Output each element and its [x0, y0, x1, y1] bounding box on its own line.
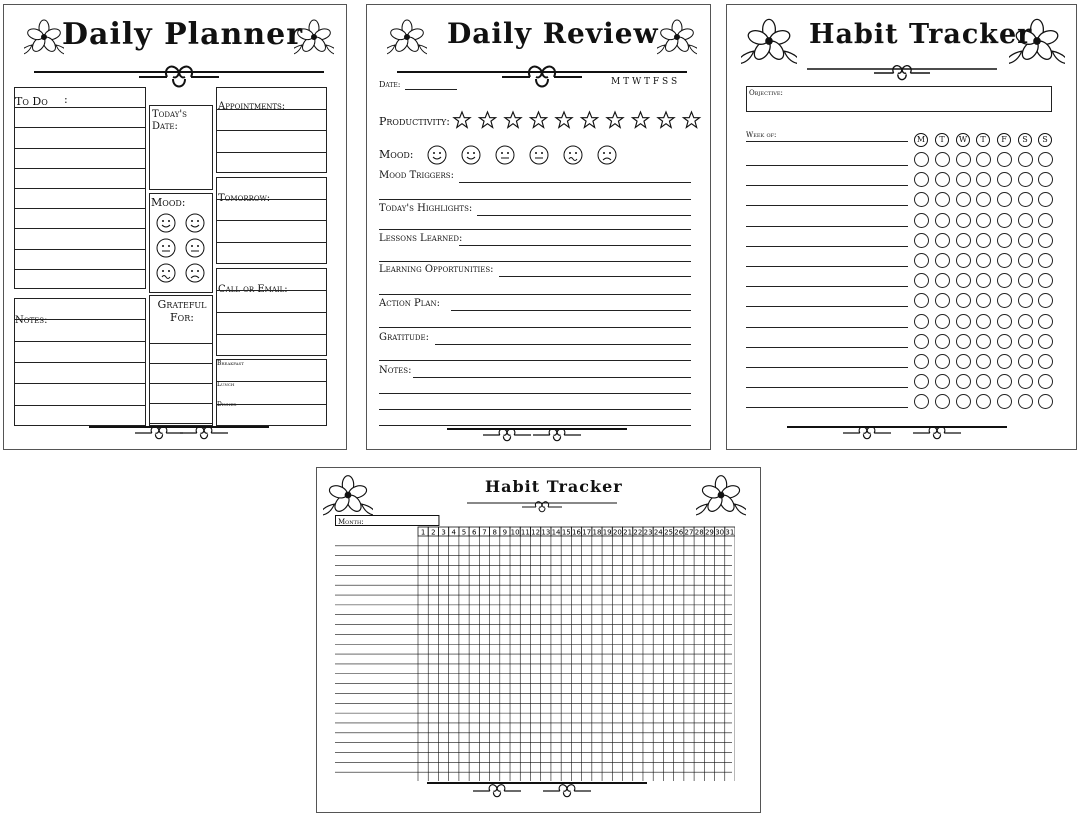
habit-checkbox-circle[interactable] [976, 233, 991, 248]
day-number: 30 [715, 528, 725, 537]
todo-colon: : [64, 93, 68, 106]
habit-checkbox-circle[interactable] [1018, 374, 1033, 389]
gratitude-line [435, 344, 691, 345]
write-line [149, 423, 213, 424]
grateful-label: Grateful For: [157, 298, 207, 324]
day-number: 12 [531, 528, 541, 537]
date-label: Date: [379, 80, 401, 89]
day-number: 16 [572, 528, 581, 537]
day-number: 20 [612, 528, 622, 537]
write-line [14, 148, 146, 149]
write-line [149, 343, 213, 344]
habit-checkbox-circle[interactable] [956, 192, 971, 207]
habit-checkbox-circle[interactable] [1018, 293, 1033, 308]
write-line [14, 269, 146, 270]
day-number: 19 [602, 528, 612, 537]
habit-checkbox-circle[interactable] [956, 233, 971, 248]
flower-icon [741, 13, 797, 69]
action-plan-line [451, 310, 691, 311]
star-icon [632, 112, 648, 128]
habit-checkbox-circle[interactable] [976, 394, 991, 409]
write-line [746, 286, 908, 287]
habit-checkbox-circle[interactable] [1038, 273, 1053, 288]
habit-checkbox-circle[interactable] [914, 354, 929, 369]
star-icon [505, 112, 521, 128]
write-line [216, 220, 327, 221]
habit-checkbox-circle[interactable] [976, 293, 991, 308]
habit-checkbox-circle[interactable] [1038, 233, 1053, 248]
learning-line [499, 276, 691, 277]
habit-checkbox-circle[interactable] [914, 314, 929, 329]
star-icon [530, 112, 546, 128]
weekday-letter: S [1042, 135, 1048, 144]
write-line [216, 381, 327, 382]
habit-checkbox-circle[interactable] [976, 213, 991, 228]
write-line [216, 312, 327, 313]
mood-label: Mood: [379, 148, 414, 161]
write-line [746, 165, 908, 166]
day-number: 10 [510, 528, 520, 537]
write-line [216, 404, 327, 405]
habit-checkbox-circle[interactable] [914, 233, 929, 248]
write-line [149, 383, 213, 384]
write-line [379, 327, 691, 328]
write-line [379, 199, 691, 200]
day-number: 26 [674, 528, 684, 537]
write-line [216, 199, 327, 200]
habit-grid [335, 515, 735, 805]
habit-checkbox-circle[interactable] [976, 192, 991, 207]
habit-checkbox-circle[interactable] [1018, 314, 1033, 329]
write-line [216, 109, 327, 110]
habit-checkbox-circle[interactable] [1038, 293, 1053, 308]
mood-label: Mood: [151, 196, 186, 209]
write-line [216, 242, 327, 243]
write-line [746, 306, 908, 307]
highlights-line [477, 215, 691, 216]
footer-ornament [89, 423, 269, 447]
habit-checkbox-circle[interactable] [914, 192, 929, 207]
habit-checkbox-circle[interactable] [976, 334, 991, 349]
day-number: 28 [694, 528, 704, 537]
day-number: 23 [643, 528, 653, 537]
todo-label: To Do [15, 95, 48, 108]
flower-icon [323, 470, 373, 520]
habit-checkbox-circle[interactable] [997, 374, 1012, 389]
write-line [746, 226, 908, 227]
day-number: 8 [492, 528, 497, 537]
write-line [379, 360, 691, 361]
day-number: 5 [461, 528, 467, 537]
habit-checkbox-circle[interactable] [997, 192, 1012, 207]
objective-box [746, 86, 1052, 112]
flower-icon [24, 17, 64, 57]
write-line [14, 341, 146, 342]
weekday-circle [1018, 133, 1032, 147]
habit-checkbox-circle[interactable] [1038, 253, 1053, 268]
footer-ornament [787, 423, 1007, 447]
habit-checkbox-circle[interactable] [914, 213, 929, 228]
week-of-line [746, 141, 908, 142]
habit-checkbox-circle[interactable] [1038, 192, 1053, 207]
habit-checkbox-circle[interactable] [956, 213, 971, 228]
month-box [336, 516, 439, 526]
habit-checkbox-circle[interactable] [914, 172, 929, 187]
habit-checkbox-circle[interactable] [1018, 273, 1033, 288]
habit-checkbox-circle[interactable] [997, 273, 1012, 288]
date-line [405, 89, 457, 90]
day-number: 18 [592, 528, 602, 537]
write-line [14, 188, 146, 189]
habit-checkbox-circle[interactable] [956, 273, 971, 288]
day-number: 27 [684, 528, 694, 537]
habit-checkbox-circle[interactable] [956, 152, 971, 167]
habit-checkbox-circle[interactable] [935, 152, 950, 167]
flower-icon [657, 17, 697, 57]
habit-checkbox-circle[interactable] [1038, 314, 1053, 329]
weekday-letter: F [1001, 135, 1007, 144]
habit-checkbox-circle[interactable] [935, 172, 950, 187]
habit-checkbox-circle[interactable] [935, 314, 950, 329]
day-number: 2 [431, 528, 436, 537]
habit-checkbox-circle[interactable] [956, 334, 971, 349]
write-line [379, 393, 691, 394]
flower-icon [387, 17, 427, 57]
habit-checkbox-circle[interactable] [1018, 233, 1033, 248]
write-line [746, 387, 908, 388]
write-line [14, 249, 146, 250]
habit-checkbox-circle[interactable] [914, 334, 929, 349]
weekday-circle [935, 133, 949, 147]
day-number: 22 [633, 528, 643, 537]
habit-checkbox-circle[interactable] [997, 394, 1012, 409]
flower-icon [696, 470, 746, 520]
write-line [14, 362, 146, 363]
habit-checkbox-circle[interactable] [997, 172, 1012, 187]
habit-checkbox-circle[interactable] [976, 152, 991, 167]
weekday-circle [956, 133, 970, 147]
day-number: 29 [704, 528, 714, 537]
mood-faces-row [425, 143, 625, 167]
page-title: Daily Review [447, 17, 659, 50]
habit-checkbox-circle[interactable] [914, 394, 929, 409]
productivity-label: Productivity: [379, 115, 451, 128]
habit-tracker-monthly-sheet [316, 467, 761, 813]
star-icon [479, 112, 495, 128]
day-number: 13 [541, 528, 551, 537]
habit-checkbox-circle[interactable] [935, 273, 950, 288]
meals-box [216, 359, 327, 426]
lunch-label: Lunch [217, 381, 235, 388]
day-number: 31 [725, 528, 735, 537]
habit-checkbox-circle[interactable] [1018, 253, 1033, 268]
highlights-label: Today's Highlights: [379, 203, 473, 214]
write-line [379, 261, 691, 262]
star-icon [581, 112, 597, 128]
write-line [216, 130, 327, 131]
write-line [14, 228, 146, 229]
habit-checkbox-circle[interactable] [997, 314, 1012, 329]
habit-checkbox-circle[interactable] [997, 152, 1012, 167]
write-line [746, 246, 908, 247]
write-line [746, 185, 908, 186]
habit-checkbox-circle[interactable] [935, 192, 950, 207]
write-line [14, 107, 146, 108]
notes-label: Notes: [379, 365, 412, 376]
gratitude-label: Gratitude: [379, 332, 430, 343]
habit-checkbox-circle[interactable] [956, 293, 971, 308]
write-line [746, 327, 908, 328]
footer-ornament [447, 425, 627, 449]
habit-checkbox-circle[interactable] [1018, 394, 1033, 409]
habit-checkbox-circle[interactable] [935, 293, 950, 308]
day-number: 7 [482, 528, 487, 537]
page-title: Daily Planner [62, 17, 304, 52]
weekday-letter: S [1022, 135, 1028, 144]
footer-ornament [427, 779, 647, 807]
productivity-stars [452, 109, 702, 131]
weekday-letters: M T W T F S S [611, 77, 678, 87]
habit-checkbox-circle[interactable] [997, 253, 1012, 268]
habit-checkbox-circle[interactable] [976, 354, 991, 369]
call-email-label: Call or Email: [218, 284, 288, 295]
day-number: 6 [472, 528, 477, 537]
star-icon [607, 112, 623, 128]
habit-checkbox-circle[interactable] [976, 273, 991, 288]
write-line [14, 383, 146, 384]
habit-tracker-weekly-sheet [726, 4, 1077, 450]
day-number: 15 [561, 528, 571, 537]
habit-checkbox-circle[interactable] [1018, 152, 1033, 167]
habit-checkbox-circle[interactable] [1018, 334, 1033, 349]
habit-checkbox-circle[interactable] [935, 213, 950, 228]
objective-label: Objective: [749, 89, 783, 97]
habit-checkbox-circle[interactable] [976, 172, 991, 187]
notes-line [413, 377, 691, 378]
weekday-circle [1038, 133, 1052, 147]
habit-checkbox-circle[interactable] [1038, 334, 1053, 349]
habit-checkbox-circle[interactable] [956, 374, 971, 389]
habit-grid-svg [335, 515, 735, 781]
write-line [379, 294, 691, 295]
habit-checkbox-circle[interactable] [935, 334, 950, 349]
habit-checkbox-circle[interactable] [935, 253, 950, 268]
habit-checkbox-circle[interactable] [956, 394, 971, 409]
day-number: 3 [441, 528, 446, 537]
habit-checkbox-circle[interactable] [956, 314, 971, 329]
star-icon [658, 112, 674, 128]
mood-triggers-label: Mood Triggers: [379, 170, 454, 181]
habit-checkbox-circle[interactable] [1038, 172, 1053, 187]
habit-checkbox-circle[interactable] [956, 172, 971, 187]
day-number: 17 [582, 528, 592, 537]
habit-checkbox-circle[interactable] [997, 354, 1012, 369]
habit-checkbox-circle[interactable] [1038, 213, 1053, 228]
day-number: 24 [653, 528, 663, 537]
habit-checkbox-circle[interactable] [914, 273, 929, 288]
habit-checkbox-circle[interactable] [935, 233, 950, 248]
mood-faces [151, 210, 213, 288]
daily-review-sheet [366, 4, 711, 450]
star-icon [683, 112, 699, 128]
write-line [14, 127, 146, 128]
habit-checkbox-circle[interactable] [914, 293, 929, 308]
weekday-letter: T [939, 135, 945, 144]
day-number: 14 [551, 528, 561, 537]
habit-checkbox-circle[interactable] [1038, 354, 1053, 369]
habit-checkbox-circle[interactable] [914, 253, 929, 268]
habit-checkbox-circle[interactable] [976, 253, 991, 268]
write-line [14, 319, 146, 320]
day-number: 11 [520, 528, 530, 537]
weekday-letter: M [916, 135, 926, 144]
month-label: Month: [338, 518, 364, 526]
habit-checkbox-circle[interactable] [935, 374, 950, 389]
habit-checkbox-circle[interactable] [1018, 354, 1033, 369]
breakfast-label: Breakfast [217, 360, 244, 367]
weekday-letter: W [958, 135, 968, 144]
habit-checkbox-circle[interactable] [997, 213, 1012, 228]
habit-checkbox-circle[interactable] [997, 233, 1012, 248]
habit-checkbox-circle[interactable] [935, 354, 950, 369]
habit-checkbox-circle[interactable] [935, 394, 950, 409]
write-line [216, 334, 327, 335]
day-number: 9 [502, 528, 508, 537]
habit-checkbox-circle[interactable] [914, 152, 929, 167]
weekday-circle [997, 133, 1011, 147]
star-icon [556, 112, 572, 128]
day-number: 1 [420, 528, 426, 537]
habit-checkbox-circle[interactable] [1038, 374, 1053, 389]
write-line [149, 363, 213, 364]
habit-checkbox-circle[interactable] [1038, 152, 1053, 167]
habit-checkbox-circle[interactable] [997, 334, 1012, 349]
habit-checkbox-circle[interactable] [1018, 213, 1033, 228]
write-line [14, 208, 146, 209]
write-line [746, 367, 908, 368]
page-title: Habit Tracker [809, 19, 1033, 50]
action-plan-label: Action Plan: [379, 298, 440, 309]
mood-triggers-line [459, 182, 691, 183]
write-line [746, 205, 908, 206]
tomorrow-label: Tomorrow: [218, 193, 271, 204]
dinner-label: Dinner [217, 401, 237, 408]
weekday-circle [976, 133, 990, 147]
write-line [216, 152, 327, 153]
day-number: 21 [623, 528, 633, 537]
habit-checkbox-circle[interactable] [1038, 394, 1053, 409]
write-line [216, 290, 327, 291]
write-line [746, 347, 908, 348]
lessons-line [459, 245, 691, 246]
day-number: 25 [664, 528, 673, 537]
write-line [14, 405, 146, 406]
page-title: Habit Tracker [485, 477, 623, 496]
write-line [379, 229, 691, 230]
habit-checkbox-circle[interactable] [997, 293, 1012, 308]
daily-planner-sheet [3, 4, 347, 450]
habit-checkbox-circle[interactable] [976, 374, 991, 389]
write-line [746, 266, 908, 267]
star-icon [454, 112, 470, 128]
write-line [14, 168, 146, 169]
weekday-circle [914, 133, 928, 147]
write-line [379, 409, 691, 410]
habit-checkbox-circle[interactable] [976, 314, 991, 329]
week-of-label: Week of: [746, 131, 777, 139]
appointments-label: Appointments: [218, 101, 286, 112]
todays-date-label: Today's Date: [152, 109, 187, 132]
weekday-letter: T [980, 135, 986, 144]
habit-checkbox-circle[interactable] [1018, 192, 1033, 207]
notes-label: Notes: [15, 315, 48, 326]
day-number: 4 [451, 528, 457, 537]
habit-checkbox-circle[interactable] [914, 374, 929, 389]
habit-checkbox-circle[interactable] [956, 354, 971, 369]
habit-checkbox-circle[interactable] [1018, 172, 1033, 187]
write-line [149, 403, 213, 404]
learning-label: Learning Opportunities: [379, 264, 494, 275]
lessons-label: Lessons Learned: [379, 233, 463, 244]
write-line [746, 407, 908, 408]
habit-checkbox-circle[interactable] [956, 253, 971, 268]
